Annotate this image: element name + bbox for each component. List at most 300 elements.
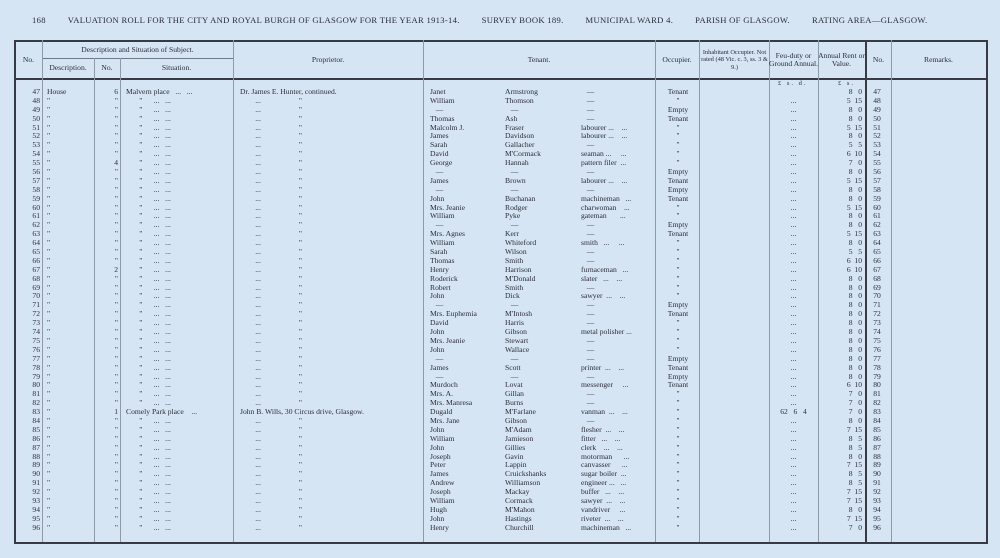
- situation: " ... ...: [126, 381, 171, 390]
- feu-duty: ...: [790, 185, 797, 194]
- tenant-surname: Whiteford: [505, 239, 537, 248]
- tenant-occupation: buffer ... ...: [581, 488, 625, 497]
- occupier-status: ": [676, 514, 680, 523]
- entry-no-right: 71: [873, 301, 881, 310]
- tenant-first-name: John: [430, 443, 445, 452]
- tenant-surname: Buchanan: [505, 194, 536, 203]
- description: ": [47, 505, 51, 514]
- tenant-occupation: —: [581, 310, 595, 319]
- feu-duty: ...: [790, 176, 797, 185]
- house-number: ": [114, 105, 118, 114]
- annual-rent: 8 0: [848, 239, 862, 248]
- description: ": [47, 194, 51, 203]
- header-feu-duty: Feu-duty or Ground Annual.: [769, 50, 818, 68]
- entry-no: 53: [32, 141, 40, 150]
- feu-duty: ...: [790, 372, 797, 381]
- entry-no: 69: [32, 283, 40, 292]
- occupier-status: Empty: [667, 185, 689, 194]
- description: ": [47, 345, 51, 354]
- situation: " ... ...: [126, 274, 171, 283]
- description: ": [47, 132, 51, 141]
- description: ": [47, 159, 51, 168]
- annual-rent: 8 0: [848, 114, 862, 123]
- occupier-status: Tenant: [667, 230, 689, 239]
- house-number: ": [114, 372, 118, 381]
- description: ": [47, 141, 51, 150]
- entry-no: 55: [32, 159, 40, 168]
- col-divider: [655, 40, 656, 542]
- description: ": [47, 292, 51, 301]
- tenant-first-name: William: [430, 212, 455, 221]
- entry-no: 77: [32, 354, 40, 363]
- feu-duty: ...: [790, 488, 797, 497]
- house-number: ": [114, 354, 118, 363]
- entry-no: 56: [32, 168, 40, 177]
- description: ": [47, 221, 51, 230]
- tenant-first-name: —: [430, 168, 444, 177]
- description: ": [47, 336, 51, 345]
- tenant-occupation: —: [581, 221, 595, 230]
- tenant-surname: M'Donald: [505, 274, 536, 283]
- entry-no-right: 53: [873, 141, 881, 150]
- occupier-status: Tenant: [667, 194, 689, 203]
- description: ": [47, 150, 51, 159]
- house-number: ": [114, 123, 118, 132]
- tenant-occupation: flesher ... ...: [581, 425, 625, 434]
- tenant-first-name: Janet: [430, 88, 446, 96]
- tenant-first-name: Joseph: [430, 452, 451, 461]
- feu-duty: ...: [790, 132, 797, 141]
- tenant-first-name: —: [430, 354, 444, 363]
- header-number: No.: [101, 63, 113, 73]
- occupier-status: Empty: [667, 372, 689, 381]
- house-number: 1: [114, 408, 118, 417]
- tenant-occupation: messenger ...: [581, 381, 629, 390]
- annual-rent: 5 15: [846, 203, 862, 212]
- house-number: ": [114, 256, 118, 265]
- proprietor: ... ": [240, 256, 302, 265]
- tenant-surname: Burns: [505, 399, 524, 408]
- situation: " ... ...: [126, 505, 171, 514]
- occupier-status: ": [676, 132, 680, 141]
- situation: " ... ...: [126, 159, 171, 168]
- entry-no-right: 92: [873, 488, 881, 497]
- feu-duty: ...: [790, 221, 797, 230]
- tenant-surname: Lovat: [505, 381, 523, 390]
- tenant-first-name: John: [430, 194, 445, 203]
- tenant-surname: M'Cormack: [505, 150, 541, 159]
- entry-no-right: 96: [873, 523, 881, 532]
- proprietor: ... ": [240, 488, 302, 497]
- proprietor: ... ": [240, 461, 302, 470]
- situation: " ... ...: [126, 105, 171, 114]
- annual-rent: 8 0: [848, 336, 862, 345]
- situation: " ... ...: [126, 425, 171, 434]
- feu-duty: ...: [790, 292, 797, 301]
- tenant-first-name: Henry: [430, 523, 449, 532]
- situation: " ... ...: [126, 96, 171, 105]
- annual-rent: 8 0: [848, 310, 862, 319]
- tenant-occupation: furnaceman ...: [581, 265, 629, 274]
- entry-no-right: 84: [873, 416, 881, 425]
- entry-no-right: 94: [873, 505, 881, 514]
- entry-no: 47: [32, 88, 40, 96]
- feu-duty: ...: [790, 443, 797, 452]
- occupier-status: ": [676, 452, 680, 461]
- tenant-first-name: James: [430, 470, 449, 479]
- feu-duty: ...: [790, 274, 797, 283]
- proprietor: ... ": [240, 292, 302, 301]
- entry-no-right: 48: [873, 96, 881, 105]
- tenant-surname: Hastings: [505, 514, 532, 523]
- feu-duty: ...: [790, 265, 797, 274]
- tenant-surname: Brown: [505, 176, 526, 185]
- tenant-occupation: —: [581, 354, 595, 363]
- annual-rent: 5 5: [848, 141, 862, 150]
- proprietor: ... ": [240, 399, 302, 408]
- tenant-occupation: labourer ... ...: [581, 176, 628, 185]
- annual-rent: 8 0: [848, 105, 862, 114]
- proprietor: ... ": [240, 443, 302, 452]
- entry-no-right: 91: [873, 479, 881, 488]
- house-number: ": [114, 434, 118, 443]
- tenant-surname: Gibson: [505, 328, 527, 337]
- description: ": [47, 176, 51, 185]
- annual-rent: 8 0: [848, 194, 862, 203]
- description: ": [47, 479, 51, 488]
- tenant-occupation: vanman ... ...: [581, 408, 628, 417]
- annual-rent: 7 15: [846, 461, 862, 470]
- occupier-status: ": [676, 256, 680, 265]
- tenant-occupation: —: [581, 114, 595, 123]
- entry-no: 87: [32, 443, 40, 452]
- proprietor: ... ": [240, 212, 302, 221]
- annual-rent: 7 15: [846, 496, 862, 505]
- tenant-first-name: James: [430, 132, 449, 141]
- rent-units: £ s.: [838, 80, 856, 87]
- tenant-first-name: Mrs. Jeanie: [430, 336, 466, 345]
- tenant-occupation: —: [581, 88, 595, 96]
- tenant-surname: Harrison: [505, 265, 532, 274]
- occupier-status: ": [676, 319, 680, 328]
- house-number: ": [114, 390, 118, 399]
- description: ": [47, 168, 51, 177]
- tenant-occupation: machineman ...: [581, 523, 632, 532]
- entry-no: 65: [32, 248, 40, 257]
- annual-rent: 5 15: [846, 123, 862, 132]
- house-number: ": [114, 176, 118, 185]
- entry-no-right: 86: [873, 434, 881, 443]
- occupier-status: ": [676, 443, 680, 452]
- tenant-occupation: printer ... ...: [581, 363, 625, 372]
- entry-no: 93: [32, 496, 40, 505]
- occupier-status: Empty: [667, 221, 689, 230]
- tenant-surname: Gillies: [505, 443, 526, 452]
- occupier-status: ": [676, 505, 680, 514]
- situation: " ... ...: [126, 443, 171, 452]
- description: ": [47, 399, 51, 408]
- tenant-occupation: —: [581, 96, 595, 105]
- proprietor: ... ": [240, 114, 302, 123]
- tenant-occupation: labourer ... ...: [581, 123, 628, 132]
- proprietor: ... ": [240, 123, 302, 132]
- tenant-first-name: John: [430, 345, 445, 354]
- house-number: ": [114, 514, 118, 523]
- proprietor: ... ": [240, 452, 302, 461]
- tenant-surname: Gillan: [505, 390, 524, 399]
- entry-no: 62: [32, 221, 40, 230]
- tenant-first-name: Malcolm J.: [430, 123, 465, 132]
- situation: " ... ...: [126, 194, 171, 203]
- annual-rent: 5 15: [846, 176, 862, 185]
- tenant-occupation: —: [581, 336, 595, 345]
- feu-duty: ...: [790, 399, 797, 408]
- tenant-first-name: Mrs. Euphemia: [430, 310, 477, 319]
- situation: " ... ...: [126, 256, 171, 265]
- tenant-occupation: —: [581, 141, 595, 150]
- entry-no: 84: [32, 416, 40, 425]
- annual-rent: 8 0: [848, 292, 862, 301]
- feu-duty: ...: [790, 496, 797, 505]
- entry-no: 51: [32, 123, 40, 132]
- description: ": [47, 363, 51, 372]
- annual-rent: 8 0: [848, 354, 862, 363]
- tenant-occupation: motorman ...: [581, 452, 630, 461]
- tenant-occupation: —: [581, 248, 595, 257]
- entry-no: 58: [32, 185, 40, 194]
- description: ": [47, 230, 51, 239]
- situation: " ... ...: [126, 416, 171, 425]
- feu-duty: ...: [790, 123, 797, 132]
- proprietor: ... ": [240, 310, 302, 319]
- proprietor: ... ": [240, 470, 302, 479]
- entry-no: 60: [32, 203, 40, 212]
- occupier-status: ": [676, 96, 680, 105]
- occupier-status: ": [676, 141, 680, 150]
- entry-no-right: 59: [873, 194, 881, 203]
- description: ": [47, 425, 51, 434]
- house-number: ": [114, 461, 118, 470]
- roll-title: VALUATION ROLL FOR THE CITY AND ROYAL BURGH OF GLASGOW FOR THE YEAR 1913-14.: [67, 15, 460, 25]
- feu-units: £ s. d.: [778, 80, 808, 87]
- house-number: ": [114, 470, 118, 479]
- tenant-surname: Mackay: [505, 488, 530, 497]
- situation: " ... ...: [126, 452, 171, 461]
- proprietor: ... ": [240, 328, 302, 337]
- feu-duty: 62 6 4: [780, 408, 807, 417]
- entry-no-right: 76: [873, 345, 881, 354]
- feu-duty: ...: [790, 114, 797, 123]
- tenant-occupation: sawyer ... ...: [581, 292, 626, 301]
- feu-duty: ...: [790, 479, 797, 488]
- house-number: 4: [114, 159, 118, 168]
- feu-duty: ...: [790, 248, 797, 257]
- feu-duty: ...: [790, 328, 797, 337]
- proprietor: ... ": [240, 239, 302, 248]
- situation: " ... ...: [126, 523, 171, 532]
- house-number: ": [114, 416, 118, 425]
- situation: " ... ...: [126, 239, 171, 248]
- description: ": [47, 114, 51, 123]
- tenant-occupation: metal polisher ...: [581, 328, 632, 337]
- house-number: ": [114, 221, 118, 230]
- parish: PARISH OF GLASGOW.: [695, 15, 790, 25]
- tenant-occupation: canvasser ...: [581, 461, 628, 470]
- entry-no-right: 64: [873, 239, 881, 248]
- house-number: ": [114, 479, 118, 488]
- house-number: ": [114, 168, 118, 177]
- situation: " ... ...: [126, 496, 171, 505]
- entry-no-right: 78: [873, 363, 881, 372]
- entry-no: 64: [32, 239, 40, 248]
- proprietor: Dr. James E. Hunter, continued.: [240, 88, 337, 96]
- house-number: ": [114, 203, 118, 212]
- annual-rent: 8 0: [848, 328, 862, 337]
- tenant-surname: Thomson: [505, 96, 534, 105]
- feu-duty: ...: [790, 310, 797, 319]
- description: ": [47, 514, 51, 523]
- house-number: ": [114, 301, 118, 310]
- description: ": [47, 212, 51, 221]
- tenant-first-name: —: [430, 105, 444, 114]
- header-situation: Situation.: [161, 63, 192, 73]
- entry-no: 79: [32, 372, 40, 381]
- description: ": [47, 452, 51, 461]
- tenant-occupation: sugar boiler ...: [581, 470, 627, 479]
- entry-no: 94: [32, 505, 40, 514]
- entry-no: 54: [32, 150, 40, 159]
- tenant-surname: —: [505, 168, 519, 177]
- feu-duty: ...: [790, 168, 797, 177]
- tenant-first-name: William: [430, 239, 455, 248]
- entry-no: 74: [32, 328, 40, 337]
- entry-no: 49: [32, 105, 40, 114]
- entry-no-right: 81: [873, 390, 881, 399]
- proprietor: ... ": [240, 336, 302, 345]
- tenant-surname: Gibson: [505, 416, 527, 425]
- situation: " ... ...: [126, 434, 171, 443]
- feu-duty: ...: [790, 452, 797, 461]
- entry-no-right: 51: [873, 123, 881, 132]
- proprietor: ... ": [240, 230, 302, 239]
- description: ": [47, 328, 51, 337]
- tenant-first-name: John: [430, 514, 445, 523]
- header-remarks: Remarks.: [924, 54, 953, 64]
- house-number: ": [114, 185, 118, 194]
- entry-no: 68: [32, 274, 40, 283]
- situation: " ... ...: [126, 212, 171, 221]
- proprietor: ... ": [240, 159, 302, 168]
- situation: " ... ...: [126, 150, 171, 159]
- tenant-surname: Pyke: [505, 212, 521, 221]
- header-description: Description.: [49, 63, 87, 73]
- feu-duty: ...: [790, 381, 797, 390]
- proprietor: ... ": [240, 274, 302, 283]
- proprietor: John B. Wills, 30 Circus drive, Glasgow.: [240, 408, 364, 417]
- entry-no-right: 67: [873, 265, 881, 274]
- tenant-surname: Wallace: [505, 345, 530, 354]
- situation: " ... ...: [126, 185, 171, 194]
- proprietor: ... ": [240, 319, 302, 328]
- tenant-surname: —: [505, 301, 519, 310]
- tenant-first-name: Murdoch: [430, 381, 458, 390]
- occupier-status: ": [676, 461, 680, 470]
- occupier-status: ": [676, 345, 680, 354]
- entry-no: 63: [32, 230, 40, 239]
- feu-duty: ...: [790, 514, 797, 523]
- annual-rent: 8 0: [848, 301, 862, 310]
- situation: Comely Park place ...: [126, 408, 198, 417]
- house-number: ": [114, 248, 118, 257]
- feu-duty: ...: [790, 461, 797, 470]
- entry-no: 83: [32, 408, 40, 417]
- situation: " ... ...: [126, 283, 171, 292]
- entry-no-right: 55: [873, 159, 881, 168]
- tenant-occupation: vandriver ...: [581, 505, 626, 514]
- tenant-occupation: —: [581, 399, 595, 408]
- tenant-occupation: smith ... ...: [581, 239, 625, 248]
- tenant-surname: Davidson: [505, 132, 535, 141]
- description: ": [47, 381, 51, 390]
- proprietor: ... ": [240, 185, 302, 194]
- occupier-status: ": [676, 336, 680, 345]
- tenant-first-name: William: [430, 96, 455, 105]
- house-number: ": [114, 194, 118, 203]
- proprietor: ... ": [240, 194, 302, 203]
- entry-no: 50: [32, 114, 40, 123]
- ward: MUNICIPAL WARD 4.: [585, 15, 674, 25]
- situation: " ... ...: [126, 221, 171, 230]
- annual-rent: 7 15: [846, 514, 862, 523]
- entry-no-right: 88: [873, 452, 881, 461]
- situation: " ... ...: [126, 114, 171, 123]
- tenant-first-name: Mrs. Agnes: [430, 230, 466, 239]
- entry-no: 70: [32, 292, 40, 301]
- header-no-right: No.: [872, 54, 885, 64]
- entry-no: 72: [32, 310, 40, 319]
- description: ": [47, 301, 51, 310]
- occupier-status: Empty: [667, 105, 689, 114]
- proprietor: ... ": [240, 203, 302, 212]
- entry-no-right: 87: [873, 443, 881, 452]
- header-tenant: Tenant.: [527, 54, 551, 64]
- tenant-surname: M'Farlane: [505, 408, 536, 417]
- annual-rent: 8 0: [848, 88, 862, 96]
- feu-duty: ...: [790, 301, 797, 310]
- tenant-occupation: —: [581, 185, 595, 194]
- col-divider: [42, 40, 43, 542]
- situation: " ... ...: [126, 328, 171, 337]
- annual-rent: 6 10: [846, 150, 862, 159]
- occupier-status: ": [676, 159, 680, 168]
- occupier-status: ": [676, 212, 680, 221]
- description: ": [47, 185, 51, 194]
- entry-no: 90: [32, 470, 40, 479]
- entry-no-right: 77: [873, 354, 881, 363]
- tenant-occupation: engineer ... ...: [581, 479, 627, 488]
- entry-no: 96: [32, 523, 40, 532]
- tenant-surname: M'Intosh: [505, 310, 533, 319]
- tenant-occupation: —: [581, 345, 595, 354]
- house-number: ": [114, 328, 118, 337]
- tenant-occupation: —: [581, 230, 595, 239]
- proprietor: ... ": [240, 390, 302, 399]
- entry-no: 73: [32, 319, 40, 328]
- tenant-surname: —: [505, 221, 519, 230]
- feu-duty: ...: [790, 212, 797, 221]
- tenant-surname: —: [505, 354, 519, 363]
- entry-no-right: 58: [873, 185, 881, 194]
